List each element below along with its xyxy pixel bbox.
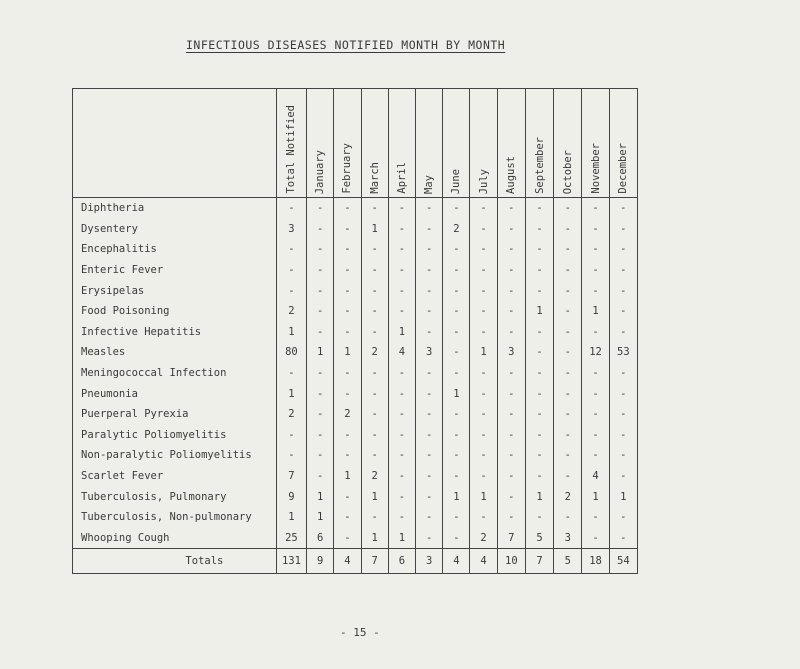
count-cell: 2 bbox=[361, 342, 388, 363]
count-cell: - bbox=[416, 445, 443, 466]
count-cell: - bbox=[609, 425, 637, 446]
count-cell: - bbox=[276, 445, 306, 466]
count-cell: 4 bbox=[582, 466, 609, 487]
count-cell: - bbox=[525, 445, 553, 466]
count-cell: - bbox=[497, 322, 525, 343]
count-cell: - bbox=[470, 383, 497, 404]
count-cell: 1 bbox=[307, 507, 334, 528]
header-june: June bbox=[443, 89, 470, 198]
count-cell: - bbox=[334, 507, 361, 528]
disease-name: Infective Hepatitis bbox=[73, 322, 277, 343]
count-cell: - bbox=[497, 425, 525, 446]
disease-name: Diphtheria bbox=[73, 198, 277, 219]
count-cell: 1 bbox=[334, 342, 361, 363]
count-cell: - bbox=[443, 445, 470, 466]
count-cell: - bbox=[443, 239, 470, 260]
count-cell: - bbox=[582, 322, 609, 343]
count-cell: - bbox=[307, 404, 334, 425]
count-cell: - bbox=[525, 198, 553, 219]
notifications-table bbox=[72, 88, 638, 574]
totals-row bbox=[73, 549, 638, 574]
count-cell: - bbox=[388, 486, 415, 507]
count-cell: - bbox=[497, 280, 525, 301]
table-row bbox=[73, 198, 638, 219]
count-cell: - bbox=[554, 322, 582, 343]
count-cell: 1 bbox=[443, 486, 470, 507]
count-cell: - bbox=[525, 280, 553, 301]
count-cell: 1 bbox=[443, 383, 470, 404]
count-cell: - bbox=[525, 425, 553, 446]
count-cell: 1 bbox=[361, 486, 388, 507]
count-cell: 3 bbox=[497, 342, 525, 363]
count-cell: - bbox=[525, 507, 553, 528]
count-cell: - bbox=[361, 383, 388, 404]
totals-cell: 5 bbox=[554, 549, 582, 574]
count-cell: - bbox=[497, 383, 525, 404]
count-cell: - bbox=[443, 404, 470, 425]
count-cell: - bbox=[443, 507, 470, 528]
count-cell: 1 bbox=[307, 486, 334, 507]
count-cell: - bbox=[582, 528, 609, 549]
count-cell: - bbox=[361, 260, 388, 281]
count-cell: 1 bbox=[609, 486, 637, 507]
count-cell: 4 bbox=[388, 342, 415, 363]
disease-name: Tuberculosis, Pulmonary bbox=[73, 486, 277, 507]
count-cell: - bbox=[609, 528, 637, 549]
count-cell: 1 bbox=[276, 383, 306, 404]
count-cell: - bbox=[497, 486, 525, 507]
count-cell: - bbox=[470, 301, 497, 322]
count-cell: - bbox=[307, 466, 334, 487]
table-row bbox=[73, 486, 638, 507]
page-title: INFECTIOUS DISEASES NOTIFIED MONTH BY MONTH bbox=[186, 38, 506, 52]
count-cell: - bbox=[416, 363, 443, 384]
totals-cell: 9 bbox=[307, 549, 334, 574]
count-cell: - bbox=[307, 260, 334, 281]
count-cell: - bbox=[582, 404, 609, 425]
count-cell: - bbox=[582, 507, 609, 528]
header-december: December bbox=[609, 89, 637, 198]
disease-name: Meningococcal Infection bbox=[73, 363, 277, 384]
disease-name: Erysipelas bbox=[73, 280, 277, 301]
count-cell: - bbox=[582, 239, 609, 260]
totals-cell: 7 bbox=[525, 549, 553, 574]
count-cell: - bbox=[497, 404, 525, 425]
count-cell: - bbox=[416, 301, 443, 322]
count-cell: - bbox=[525, 383, 553, 404]
count-cell: - bbox=[307, 219, 334, 240]
count-cell: - bbox=[443, 528, 470, 549]
count-cell: - bbox=[497, 239, 525, 260]
count-cell: - bbox=[525, 342, 553, 363]
count-cell: - bbox=[334, 198, 361, 219]
count-cell: 12 bbox=[582, 342, 609, 363]
totals-cell: 4 bbox=[470, 549, 497, 574]
count-cell: - bbox=[554, 198, 582, 219]
table-row bbox=[73, 404, 638, 425]
count-cell: - bbox=[554, 445, 582, 466]
count-cell: - bbox=[525, 239, 553, 260]
count-cell: - bbox=[497, 260, 525, 281]
table-row bbox=[73, 528, 638, 549]
count-cell: - bbox=[609, 301, 637, 322]
count-cell: - bbox=[388, 301, 415, 322]
count-cell: - bbox=[609, 260, 637, 281]
header-july: July bbox=[470, 89, 497, 198]
count-cell: - bbox=[361, 198, 388, 219]
count-cell: - bbox=[443, 425, 470, 446]
count-cell: 1 bbox=[388, 528, 415, 549]
count-cell: - bbox=[554, 363, 582, 384]
disease-name: Encephalitis bbox=[73, 239, 277, 260]
count-cell: - bbox=[525, 322, 553, 343]
count-cell: - bbox=[307, 425, 334, 446]
count-cell: - bbox=[388, 425, 415, 446]
count-cell: - bbox=[470, 260, 497, 281]
count-cell: - bbox=[416, 260, 443, 281]
count-cell: - bbox=[443, 280, 470, 301]
count-cell: - bbox=[416, 219, 443, 240]
header-total: Total Notified bbox=[276, 89, 306, 198]
disease-name: Food Poisoning bbox=[73, 301, 277, 322]
count-cell: - bbox=[416, 466, 443, 487]
count-cell: - bbox=[276, 280, 306, 301]
count-cell: - bbox=[388, 363, 415, 384]
count-cell: 2 bbox=[470, 528, 497, 549]
count-cell: - bbox=[307, 198, 334, 219]
count-cell: - bbox=[609, 363, 637, 384]
count-cell: - bbox=[470, 198, 497, 219]
table-row bbox=[73, 260, 638, 281]
count-cell: - bbox=[416, 239, 443, 260]
count-cell: - bbox=[470, 280, 497, 301]
count-cell: - bbox=[497, 445, 525, 466]
count-cell: - bbox=[497, 466, 525, 487]
table-row bbox=[73, 466, 638, 487]
count-cell: - bbox=[388, 383, 415, 404]
count-cell: - bbox=[554, 383, 582, 404]
count-cell: 1 bbox=[525, 486, 553, 507]
totals-cell: 10 bbox=[497, 549, 525, 574]
totals-cell: 18 bbox=[582, 549, 609, 574]
count-cell: - bbox=[388, 404, 415, 425]
count-cell: - bbox=[307, 239, 334, 260]
header-row bbox=[73, 89, 638, 198]
count-cell: 3 bbox=[276, 219, 306, 240]
disease-name: Paralytic Poliomyelitis bbox=[73, 425, 277, 446]
count-cell: - bbox=[470, 466, 497, 487]
count-cell: - bbox=[470, 322, 497, 343]
disease-name: Tuberculosis, Non-pulmonary bbox=[73, 507, 277, 528]
count-cell: 2 bbox=[554, 486, 582, 507]
count-cell: - bbox=[443, 342, 470, 363]
count-cell: 9 bbox=[276, 486, 306, 507]
count-cell: - bbox=[554, 342, 582, 363]
disease-name: Puerperal Pyrexia bbox=[73, 404, 277, 425]
count-cell: - bbox=[276, 239, 306, 260]
count-cell: - bbox=[416, 383, 443, 404]
count-cell: - bbox=[609, 404, 637, 425]
count-cell: - bbox=[554, 260, 582, 281]
count-cell: - bbox=[554, 425, 582, 446]
header-march: March bbox=[361, 89, 388, 198]
table-row bbox=[73, 322, 638, 343]
count-cell: - bbox=[334, 219, 361, 240]
page-number: - 15 - bbox=[340, 626, 380, 639]
totals-cell: 3 bbox=[416, 549, 443, 574]
table-row bbox=[73, 239, 638, 260]
count-cell: 80 bbox=[276, 342, 306, 363]
count-cell: - bbox=[416, 198, 443, 219]
count-cell: - bbox=[609, 239, 637, 260]
count-cell: - bbox=[334, 528, 361, 549]
header-may: May bbox=[416, 89, 443, 198]
header-april: April bbox=[388, 89, 415, 198]
count-cell: 2 bbox=[276, 301, 306, 322]
count-cell: 2 bbox=[361, 466, 388, 487]
count-cell: 7 bbox=[276, 466, 306, 487]
count-cell: - bbox=[443, 322, 470, 343]
count-cell: - bbox=[388, 260, 415, 281]
count-cell: - bbox=[388, 445, 415, 466]
count-cell: - bbox=[470, 445, 497, 466]
count-cell: - bbox=[582, 445, 609, 466]
count-cell: - bbox=[525, 404, 553, 425]
count-cell: - bbox=[307, 280, 334, 301]
count-cell: 2 bbox=[276, 404, 306, 425]
table-row bbox=[73, 363, 638, 384]
count-cell: - bbox=[361, 445, 388, 466]
count-cell: - bbox=[361, 239, 388, 260]
count-cell: - bbox=[525, 219, 553, 240]
count-cell: - bbox=[388, 198, 415, 219]
table-row bbox=[73, 219, 638, 240]
count-cell: - bbox=[525, 363, 553, 384]
count-cell: - bbox=[609, 219, 637, 240]
table-row bbox=[73, 383, 638, 404]
count-cell: - bbox=[416, 425, 443, 446]
table-row bbox=[73, 301, 638, 322]
header-september: September bbox=[525, 89, 553, 198]
count-cell: - bbox=[582, 260, 609, 281]
count-cell: 1 bbox=[388, 322, 415, 343]
count-cell: 1 bbox=[582, 301, 609, 322]
count-cell: - bbox=[443, 363, 470, 384]
count-cell: 3 bbox=[554, 528, 582, 549]
count-cell: - bbox=[361, 507, 388, 528]
count-cell: - bbox=[307, 301, 334, 322]
count-cell: - bbox=[276, 363, 306, 384]
count-cell: - bbox=[334, 239, 361, 260]
count-cell: - bbox=[470, 507, 497, 528]
count-cell: 1 bbox=[276, 507, 306, 528]
count-cell: - bbox=[554, 239, 582, 260]
header-february: February bbox=[334, 89, 361, 198]
header-august: August bbox=[497, 89, 525, 198]
totals-cell: 7 bbox=[361, 549, 388, 574]
disease-name: Dysentery bbox=[73, 219, 277, 240]
count-cell: - bbox=[443, 466, 470, 487]
table-row bbox=[73, 425, 638, 446]
count-cell: - bbox=[470, 425, 497, 446]
header-corner bbox=[73, 89, 277, 198]
count-cell: - bbox=[525, 260, 553, 281]
count-cell: - bbox=[416, 280, 443, 301]
count-cell: - bbox=[416, 486, 443, 507]
count-cell: - bbox=[334, 322, 361, 343]
count-cell: 1 bbox=[307, 342, 334, 363]
count-cell: 1 bbox=[334, 466, 361, 487]
count-cell: - bbox=[334, 280, 361, 301]
count-cell: 1 bbox=[470, 342, 497, 363]
count-cell: - bbox=[388, 219, 415, 240]
count-cell: - bbox=[470, 404, 497, 425]
count-cell: - bbox=[307, 383, 334, 404]
count-cell: 5 bbox=[525, 528, 553, 549]
count-cell: - bbox=[307, 445, 334, 466]
count-cell: - bbox=[334, 301, 361, 322]
count-cell: - bbox=[582, 425, 609, 446]
count-cell: - bbox=[388, 280, 415, 301]
count-cell: - bbox=[276, 260, 306, 281]
count-cell: 2 bbox=[443, 219, 470, 240]
count-cell: - bbox=[470, 363, 497, 384]
count-cell: - bbox=[497, 219, 525, 240]
count-cell: - bbox=[276, 425, 306, 446]
count-cell: - bbox=[443, 260, 470, 281]
count-cell: - bbox=[416, 322, 443, 343]
count-cell: - bbox=[388, 466, 415, 487]
count-cell: - bbox=[609, 280, 637, 301]
count-cell: 1 bbox=[525, 301, 553, 322]
count-cell: 53 bbox=[609, 342, 637, 363]
totals-cell: 4 bbox=[443, 549, 470, 574]
count-cell: - bbox=[334, 425, 361, 446]
header-january: January bbox=[307, 89, 334, 198]
count-cell: 3 bbox=[416, 342, 443, 363]
count-cell: - bbox=[388, 507, 415, 528]
count-cell: - bbox=[609, 466, 637, 487]
count-cell: - bbox=[361, 322, 388, 343]
count-cell: - bbox=[497, 198, 525, 219]
count-cell: - bbox=[582, 363, 609, 384]
count-cell: - bbox=[582, 280, 609, 301]
count-cell: - bbox=[609, 322, 637, 343]
count-cell: - bbox=[497, 507, 525, 528]
count-cell: - bbox=[307, 363, 334, 384]
totals-cell: 6 bbox=[388, 549, 415, 574]
totals-cell: 54 bbox=[609, 549, 637, 574]
disease-name: Enteric Fever bbox=[73, 260, 277, 281]
count-cell: - bbox=[416, 507, 443, 528]
count-cell: - bbox=[609, 198, 637, 219]
count-cell: - bbox=[470, 219, 497, 240]
count-cell: - bbox=[334, 445, 361, 466]
header-october: October bbox=[554, 89, 582, 198]
count-cell: - bbox=[361, 425, 388, 446]
count-cell: 7 bbox=[497, 528, 525, 549]
count-cell: - bbox=[554, 404, 582, 425]
count-cell: - bbox=[609, 383, 637, 404]
count-cell: - bbox=[443, 301, 470, 322]
count-cell: - bbox=[582, 198, 609, 219]
count-cell: - bbox=[388, 239, 415, 260]
totals-cell: 4 bbox=[334, 549, 361, 574]
disease-name: Scarlet Fever bbox=[73, 466, 277, 487]
count-cell: - bbox=[554, 219, 582, 240]
count-cell: - bbox=[525, 466, 553, 487]
count-cell: - bbox=[609, 507, 637, 528]
count-cell: 2 bbox=[334, 404, 361, 425]
count-cell: - bbox=[554, 301, 582, 322]
totals-cell: 131 bbox=[276, 549, 306, 574]
count-cell: - bbox=[609, 445, 637, 466]
table-body bbox=[73, 198, 638, 549]
count-cell: - bbox=[416, 528, 443, 549]
table-row bbox=[73, 445, 638, 466]
count-cell: - bbox=[416, 404, 443, 425]
count-cell: 1 bbox=[361, 528, 388, 549]
count-cell: - bbox=[582, 219, 609, 240]
table-row bbox=[73, 280, 638, 301]
count-cell: - bbox=[361, 280, 388, 301]
count-cell: - bbox=[582, 383, 609, 404]
count-cell: - bbox=[307, 322, 334, 343]
disease-name: Whooping Cough bbox=[73, 528, 277, 549]
count-cell: - bbox=[554, 466, 582, 487]
count-cell: - bbox=[554, 280, 582, 301]
header-november: November bbox=[582, 89, 609, 198]
count-cell: 1 bbox=[361, 219, 388, 240]
count-cell: - bbox=[334, 486, 361, 507]
count-cell: - bbox=[334, 383, 361, 404]
count-cell: 25 bbox=[276, 528, 306, 549]
count-cell: 1 bbox=[470, 486, 497, 507]
count-cell: - bbox=[554, 507, 582, 528]
disease-name: Measles bbox=[73, 342, 277, 363]
count-cell: 1 bbox=[276, 322, 306, 343]
count-cell: - bbox=[361, 301, 388, 322]
totals-label: Totals bbox=[73, 549, 277, 574]
count-cell: - bbox=[361, 363, 388, 384]
count-cell: - bbox=[334, 363, 361, 384]
count-cell: - bbox=[276, 198, 306, 219]
count-cell: 1 bbox=[582, 486, 609, 507]
count-cell: - bbox=[361, 404, 388, 425]
count-cell: - bbox=[334, 260, 361, 281]
count-cell: 6 bbox=[307, 528, 334, 549]
count-cell: - bbox=[497, 301, 525, 322]
count-cell: - bbox=[470, 239, 497, 260]
disease-name: Non-paralytic Poliomyelitis bbox=[73, 445, 277, 466]
count-cell: - bbox=[443, 198, 470, 219]
disease-name: Pneumonia bbox=[73, 383, 277, 404]
count-cell: - bbox=[497, 363, 525, 384]
table-row bbox=[73, 507, 638, 528]
table-row bbox=[73, 342, 638, 363]
